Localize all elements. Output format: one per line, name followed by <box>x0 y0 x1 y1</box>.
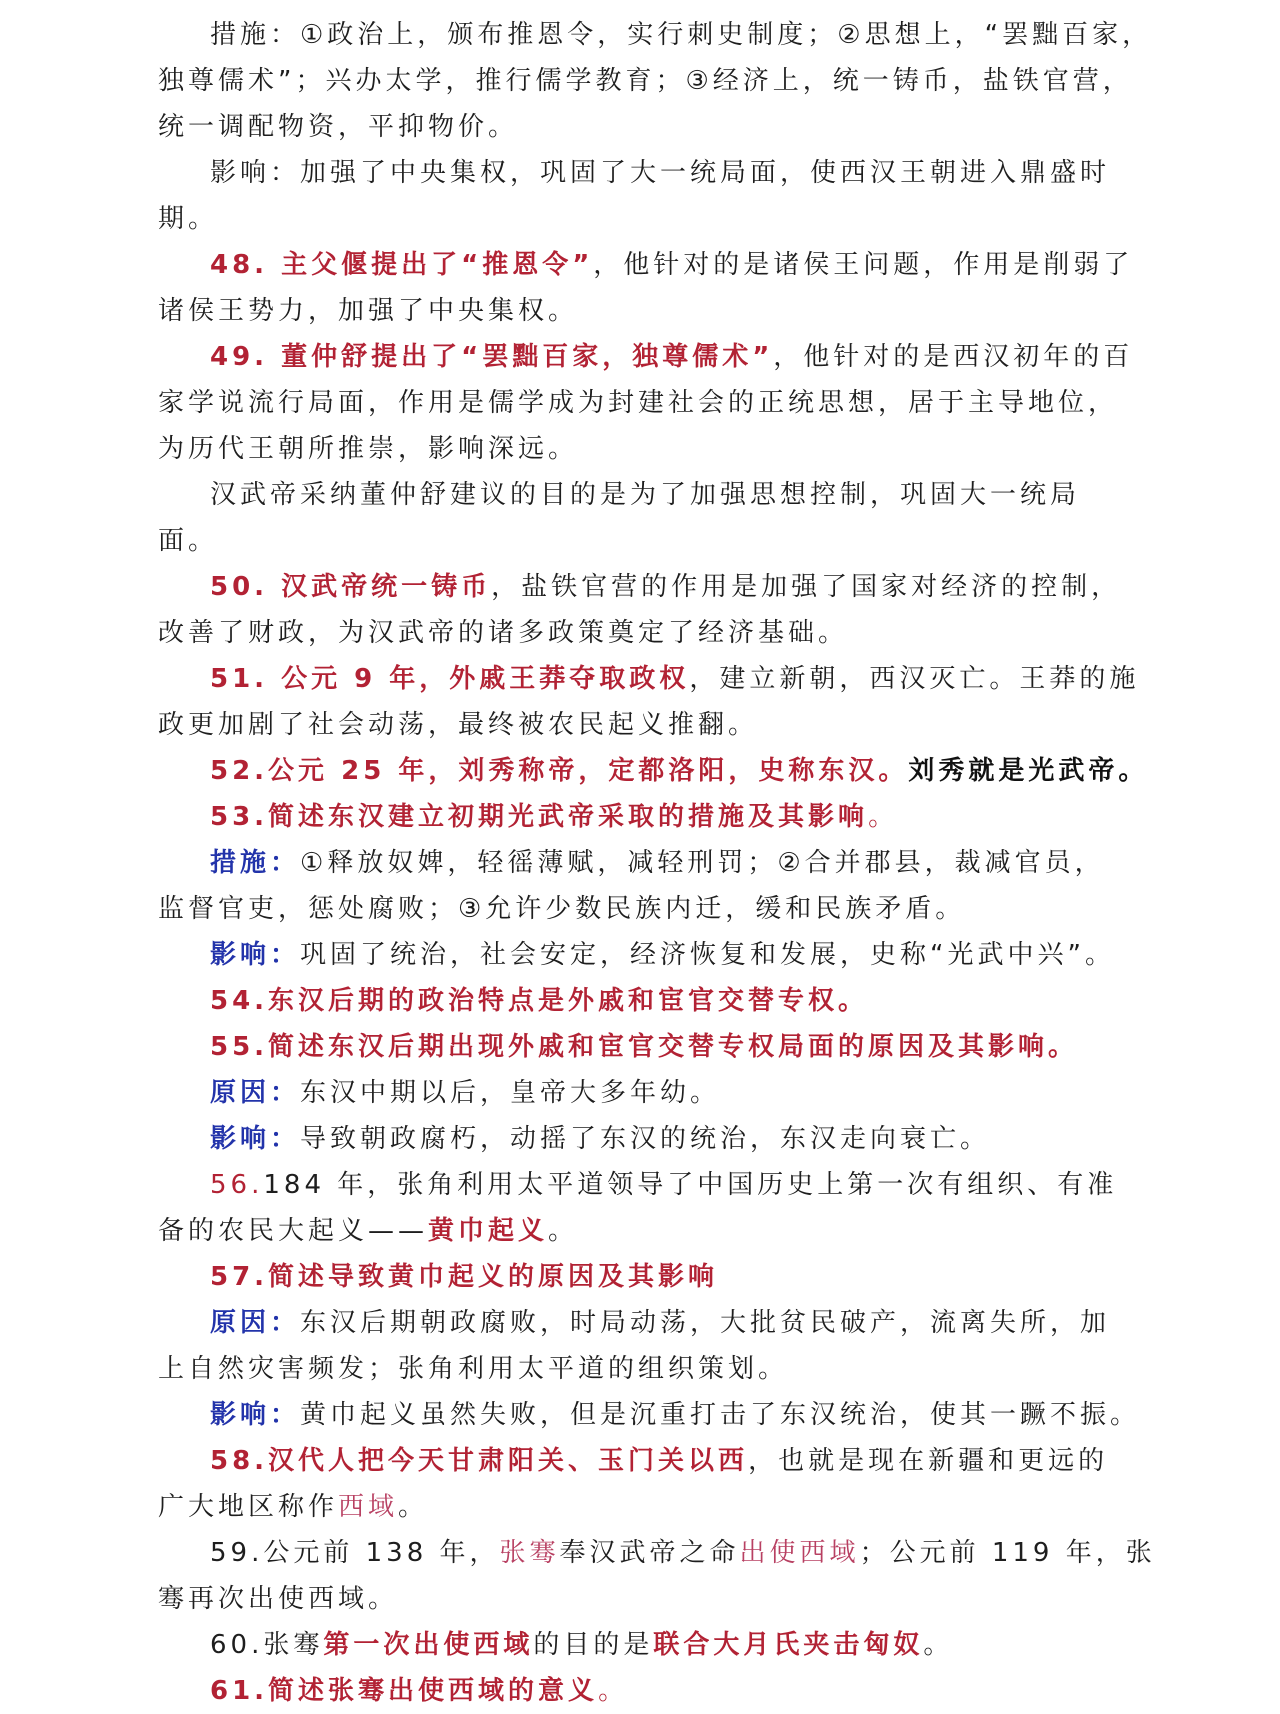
item-51 <box>158 656 1138 702</box>
cause-line <box>158 1300 1138 1346</box>
item-text: ，也就是现在新疆和更远的 <box>748 1446 1109 1476</box>
item-text: 巩固了统治，社会安定，经济恢复和发展，史称“光武中兴”。 <box>300 940 1115 970</box>
item-heading: 53.简述东汉建立初期光武帝采取的措施及其影响 <box>210 802 869 832</box>
text-line: 面。 <box>158 526 219 556</box>
text-line: 统一调配物资，平抑物价。 <box>158 112 519 142</box>
label-impact: 影响： <box>210 1400 301 1430</box>
term-highlight: 张骞 <box>499 1538 560 1568</box>
item-heading: 51. 公元 9 年，外戚王莽夺取政权 <box>210 664 690 694</box>
text-line: 影响：加强了中央集权，巩固了大一统局面，使西汉王朝进入鼎盛时 <box>210 158 1111 188</box>
item-text: ①释放奴婢，轻徭薄赋，减轻刑罚；②合并郡县，裁减官员， <box>300 848 1105 878</box>
item-text: 奉汉武帝之命 <box>559 1538 740 1568</box>
term-highlight: 第一次出使西域 <box>323 1630 534 1660</box>
text-line: 改善了财政，为汉武帝的诸多政策奠定了经济基础。 <box>158 618 849 648</box>
impact-line <box>158 1392 1141 1438</box>
text-line: 监督官吏，惩处腐败；③允许少数民族内迁，缓和民族矛盾。 <box>158 894 966 924</box>
item-text: 。 <box>868 802 899 832</box>
text-line: 措施：①政治上，颁布推恩令，实行刺史制度；②思想上，“罢黜百家， <box>210 20 1153 50</box>
term-highlight: 黄巾起义 <box>428 1216 549 1246</box>
item-text: ，盐铁官营的作用是加强了国家对经济的控制， <box>491 572 1122 602</box>
item-57 <box>158 1254 1138 1300</box>
item-text: 。 <box>923 1630 954 1660</box>
item-text: 东汉中期以后，皇帝大多年幼。 <box>300 1078 721 1108</box>
text-line: 汉武帝采纳董仲舒建议的目的是为了加强思想控制，巩固大一统局 <box>210 480 1081 510</box>
item-text: ；公元前 119 年，张 <box>859 1538 1156 1568</box>
document-page <box>158 0 1156 1714</box>
item-60 <box>158 1622 1138 1668</box>
item-58 <box>158 1438 1138 1484</box>
item-heading: 52.公元 25 年，刘秀称帝，定都洛阳，史称东汉。 <box>210 756 909 786</box>
item-text: 备的农民大起义—— <box>158 1216 429 1246</box>
cause-line <box>158 1070 1138 1116</box>
item-text: 东汉后期朝政腐败，时局动荡，大批贫民破产，流离失所，加 <box>300 1308 1111 1338</box>
item-text: ，建立新朝，西汉灭亡。王莽的施 <box>689 664 1140 694</box>
item-heading: 57.简述导致黄巾起义的原因及其影响 <box>210 1262 719 1292</box>
item-text: 59.公元前 138 年， <box>210 1538 500 1568</box>
label-impact: 影响： <box>210 940 301 970</box>
text-line <box>158 1208 1138 1254</box>
item-59 <box>158 1530 1156 1576</box>
item-text: 。 <box>548 1216 579 1246</box>
item-text: 184 年，张角利用太平道领导了中国历史上第一次有组织、有准 <box>263 1170 1118 1200</box>
item-text: 60.张骞 <box>210 1630 324 1660</box>
term-highlight: 联合大月氏夹击匈奴 <box>653 1630 924 1660</box>
item-text: ，他针对的是西汉初年的百 <box>773 342 1134 372</box>
text-line: 骞再次出使西域。 <box>158 1584 399 1614</box>
item-50 <box>158 564 1138 610</box>
text-line: 独尊儒术”；兴办太学，推行儒学教育；③经济上，统一铸币，盐铁官营， <box>158 66 1133 96</box>
item-55 <box>158 1024 1138 1070</box>
item-heading: 50. 汉武帝统一铸币 <box>210 572 492 602</box>
item-text: 黄巾起义虽然失败，但是沉重打击了东汉统治，使其一蹶不振。 <box>300 1400 1141 1430</box>
item-heading: 55.简述东汉后期出现外戚和宦官交替专权局面的原因及其影响。 <box>210 1032 1079 1062</box>
item-heading: 49. 董仲舒提出了“罢黜百家，独尊儒术” <box>210 342 774 372</box>
item-49 <box>158 334 1138 380</box>
text-line: 期。 <box>158 204 219 234</box>
item-text: ，他针对的是诸侯王问题，作用是削弱了 <box>593 250 1134 280</box>
item-text: 导致朝政腐朽，动摇了东汉的统治，东汉走向衰亡。 <box>300 1124 991 1154</box>
term-highlight: 出使西域 <box>739 1538 860 1568</box>
item-emphasis: 刘秀就是光武帝。 <box>908 756 1149 786</box>
item-48 <box>158 242 1138 288</box>
text-line: 政更加剧了社会动荡，最终被农民起义推翻。 <box>158 710 759 740</box>
item-number: 56. <box>210 1170 264 1200</box>
text-line: 为历代王朝所推崇，影响深远。 <box>158 434 579 464</box>
item-text: 。 <box>598 1676 629 1706</box>
text-line: 诸侯王势力，加强了中央集权。 <box>158 296 579 326</box>
label-cause: 原因： <box>210 1078 301 1108</box>
item-heading: 61.简述张骞出使西域的意义 <box>210 1676 599 1706</box>
label-cause: 原因： <box>210 1308 301 1338</box>
item-heading: 58.汉代人把今天甘肃阳关、玉门关以西 <box>210 1446 749 1476</box>
item-text: 。 <box>398 1492 429 1522</box>
impact-line <box>158 932 1138 978</box>
label-impact: 影响： <box>210 1124 301 1154</box>
item-53 <box>158 794 1138 840</box>
text-line <box>158 1484 1138 1530</box>
item-heading: 54.东汉后期的政治特点是外戚和宦官交替专权。 <box>210 986 869 1016</box>
item-56 <box>158 1162 1138 1208</box>
item-52 <box>158 748 1149 794</box>
measures-line <box>158 840 1138 886</box>
label-measures: 措施： <box>210 848 301 878</box>
item-text: 的目的是 <box>533 1630 654 1660</box>
text-line: 上自然灾害频发；张角利用太平道的组织策划。 <box>158 1354 789 1384</box>
impact-line <box>158 1116 1138 1162</box>
term-highlight: 西域 <box>338 1492 399 1522</box>
text-line: 家学说流行局面，作用是儒学成为封建社会的正统思想，居于主导地位， <box>158 388 1119 418</box>
item-54 <box>158 978 1138 1024</box>
item-61 <box>158 1668 1138 1714</box>
item-text: 广大地区称作 <box>158 1492 339 1522</box>
item-heading: 48. 主父偃提出了“推恩令” <box>210 250 594 280</box>
